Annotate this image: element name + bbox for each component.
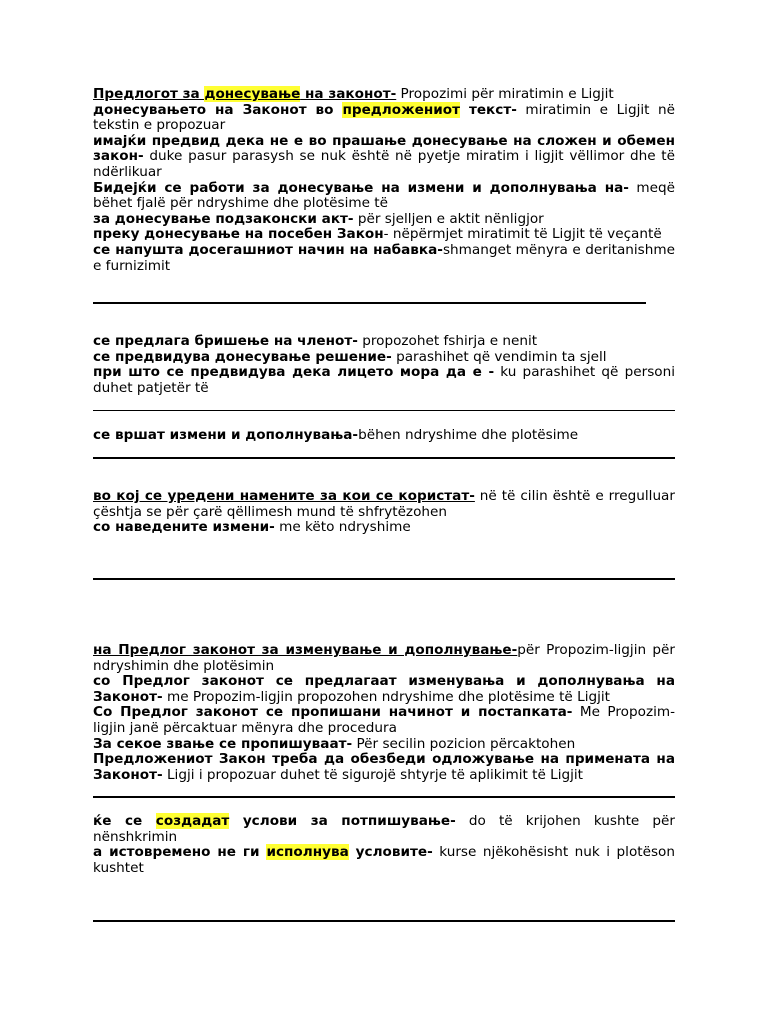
translation-sq: Për secilin pozicion përcaktohen — [352, 735, 576, 752]
glossary-block-2 — [93, 334, 675, 396]
translation-sq: Propozimi për miratimin e Ligjit — [396, 86, 614, 102]
term-mk: се предлага бришење на членот- — [93, 333, 358, 349]
horizontal-rule — [93, 410, 675, 411]
term-mk: се вршат измени и дополнувања- — [93, 427, 359, 443]
glossary-entry — [93, 350, 675, 366]
term-mk: преку донесување на посебен Закон — [93, 226, 384, 243]
translation-sq: meqë bëhet fjalë për ndryshime dhe plotësime të — [93, 179, 676, 212]
translation-sq: propozohet fshirja e nenit — [357, 333, 538, 349]
glossary-entry — [93, 705, 675, 736]
term-mk: за донесување подзаконски акт- — [93, 210, 354, 227]
translation-sq: - nëpërmjet miratimit të Ligjit të veçantë — [383, 226, 662, 243]
horizontal-rule — [93, 457, 675, 459]
translation-sq: shmanget mënyra e deritanishme e furnizimit — [93, 241, 675, 274]
translation-sq: do të krijohen kushte për nënshkrimin — [93, 813, 675, 845]
glossary-block-1 — [93, 87, 675, 274]
glossary-entry — [93, 181, 675, 212]
term-mk: Со Предлог законот се пропишани начинот и постапката- — [93, 704, 573, 721]
term-mk: при што се предвидува дека лицето мора да е - — [93, 364, 495, 381]
glossary-entry — [93, 428, 675, 444]
translation-sq: për sjelljen e aktit nënligjor — [353, 210, 544, 227]
glossary-entry — [93, 845, 675, 876]
term-mk: Бидејќи се работи за донесување на измени и дополнувања на- — [93, 179, 629, 196]
glossary-entry — [93, 365, 675, 396]
horizontal-rule — [93, 302, 646, 304]
term-mk: со Предлог законот се предлагаат изменувања и дополнувања на Законот- — [93, 673, 675, 705]
translation-sq: miratimin e Ligjit në tekstin e propozuar — [93, 101, 675, 134]
translation-sq: me Propozim-ligjin propozohen ndryshime dhe plotësime të Ligjit — [162, 688, 610, 705]
glossary-entry — [93, 520, 675, 536]
term-mk: се предвидува донесување решение- — [93, 348, 392, 365]
glossary-block-5 — [93, 643, 675, 783]
term-mk: во кој се уредени намените за кои се користат- — [93, 488, 475, 504]
glossary-entry — [93, 814, 675, 845]
glossary-entry — [93, 134, 675, 181]
term-mk: на Предлог законот за изменување и дополнување- — [93, 642, 518, 658]
term-mk: имајќи предвид дека не е во прашање донесување на сложен и обемен закон- — [93, 132, 675, 165]
glossary-entry — [93, 334, 675, 350]
highlighted-term: донесување — [204, 86, 301, 102]
glossary-block-3 — [93, 428, 675, 444]
highlighted-term: предложениот — [342, 101, 460, 118]
translation-sq: duke pasur parasysh se nuk është në pyetje miratim i ligjit vëllimor dhe të ndërlikuar — [93, 148, 675, 180]
glossary-block-6 — [93, 814, 675, 876]
highlighted-term: создадат — [155, 813, 230, 829]
translation-sq: me këto ndryshime — [274, 519, 411, 536]
term-mk: Предлогот за — [93, 86, 205, 102]
highlighted-term: исполнува — [266, 844, 349, 861]
term-mk: услови за потпишување- — [229, 813, 456, 829]
translation-sq: Ligji i propozuar duhet të sigurojë shtyrje të aplikimit të Ligjit — [162, 766, 584, 783]
translation-sq: ku parashihet që personi duhet patjetër të — [93, 364, 675, 396]
glossary-entry — [93, 674, 675, 705]
translation-sq: bëhen ndryshime dhe plotësime — [358, 427, 579, 443]
term-mk: се напушта досегашниот начин на набавка- — [93, 241, 443, 258]
glossary-entry — [93, 212, 675, 228]
glossary-entry — [93, 643, 675, 674]
glossary-entry — [93, 103, 675, 134]
term-mk: условите- — [348, 844, 433, 861]
translation-sq: kurse njëkohësisht nuk i plotëson kushtet — [93, 844, 675, 876]
term-mk: на законот- — [300, 86, 397, 102]
translation-sq: Me Propozim-ligjin janë përcaktuar mënyra dhe procedura — [93, 704, 675, 736]
translation-sq: parashihet që vendimin ta sjell — [391, 348, 607, 365]
term-mk: Предложениот Закон треба да обезбеди одложување на примената на Законот- — [93, 751, 675, 783]
translation-sq: për Propozim-ligjin për ndryshimin dhe plotësimin — [93, 642, 675, 674]
horizontal-rule — [93, 796, 675, 798]
term-mk: а истовремено не ги — [93, 844, 267, 861]
horizontal-rule — [93, 920, 675, 922]
term-mk: донесувањето на Законот во — [93, 101, 343, 118]
glossary-entry — [93, 489, 675, 520]
glossary-block-4 — [93, 489, 675, 536]
glossary-entry — [93, 243, 675, 274]
translation-sq: në të cilin është e rregulluar çështja se për çarë qëllimesh mund të shfrytëzohen — [93, 488, 675, 520]
glossary-entry — [93, 737, 675, 753]
term-mk: За секое звање се пропишуваат- — [93, 735, 353, 752]
glossary-entry — [93, 227, 675, 243]
glossary-entry — [93, 752, 675, 783]
horizontal-rule — [93, 578, 675, 580]
term-mk: текст- — [459, 101, 517, 118]
term-mk: со наведените измени- — [93, 519, 275, 536]
term-mk: ќе се — [93, 813, 156, 829]
glossary-entry — [93, 87, 675, 103]
